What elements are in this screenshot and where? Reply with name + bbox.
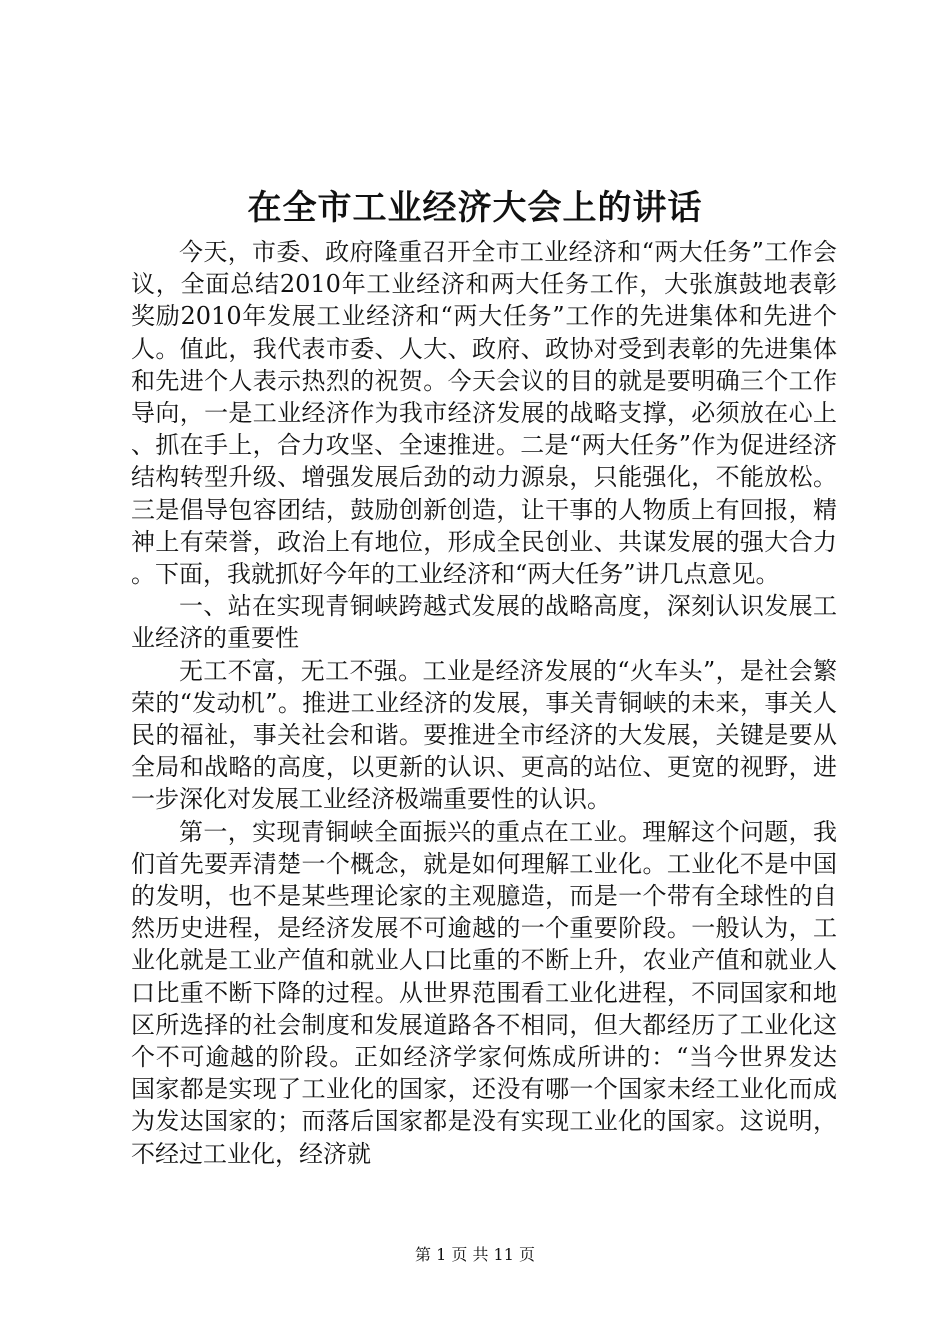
paragraph-intro: 今天，市委、政府隆重召开全市工业经济和“两大任务”工作会议，全面总结2010年工业经济和两大任务工作，大张旗鼓地表彰奖励2010年发展工业经济和“两大任务”工作的先进集体和先进个人。值此，我代表市委、人大、政府、政协对受到表彰的先进集体和先进个人表示热烈的祝贺。今天会议的目的就是要明确三个工作导向，一是工业经济作为我市经济发展的战略支撑，必须放在心上、抓在手上，合力攻坚、全速推进。二是“两大任务”作为促进经济结构转型升级、增强发展后劲的动力源泉，只能强化，不能放松。三是倡导包容团结，鼓励创新创造，让干事的人物质上有回报，精神上有荣誉，政治上有地位，形成全民创业、共谋发展的强大合力。下面，我就抓好今年的工业经济和“两大任务”讲几点意见。 [131, 238, 837, 589]
paragraph-first-point: 第一，实现青铜峡全面振兴的重点在工业。理解这个问题，我们首先要弄清楚一个概念，就是如何理解工业化。工业化不是中国的发明，也不是某些理论家的主观臆造，而是一个带有全球性的自然历史进程，是经济发展不可逾越的一个重要阶段。一般认为，工业化就是工业产值和就业人口比重的不断上升，农业产值和就业人口比重不断下降的过程。从世界范围看工业化进程，不同国家和地区所选择的社会制度和发展道路各不相同，但大都经历了工业化这个不可逾越的阶段。正如经济学家何炼成所讲的：“当今世界发达国家都是实现了工业化的国家，还没有哪一个国家未经工业化而成为发达国家的；而落后国家都是没有实现工业化的国家。这说明，不经过工业化，经济就 [131, 817, 837, 1168]
page-footer: 第 1 页 共 11 页 [415, 1245, 535, 1264]
document-body [131, 236, 837, 1170]
section-heading-1: 一、站在实现青铜峡跨越式发展的战略高度，深刻认识发展工业经济的重要性 [131, 592, 837, 653]
document-title: 在全市工业经济大会上的讲话 [247, 188, 703, 228]
paragraph-industry-importance: 无工不富，无工不强。工业是经济发展的“火车头”，是社会繁荣的“发动机”。推进工业经济的发展，事关青铜峡的未来，事关人民的福祉，事关社会和谐。要推进全市经济的大发展，关键是要从全局和战略的高度，以更新的认识、更高的站位、更宽的视野，进一步深化对发展工业经济极端重要性的认识。 [131, 656, 837, 814]
